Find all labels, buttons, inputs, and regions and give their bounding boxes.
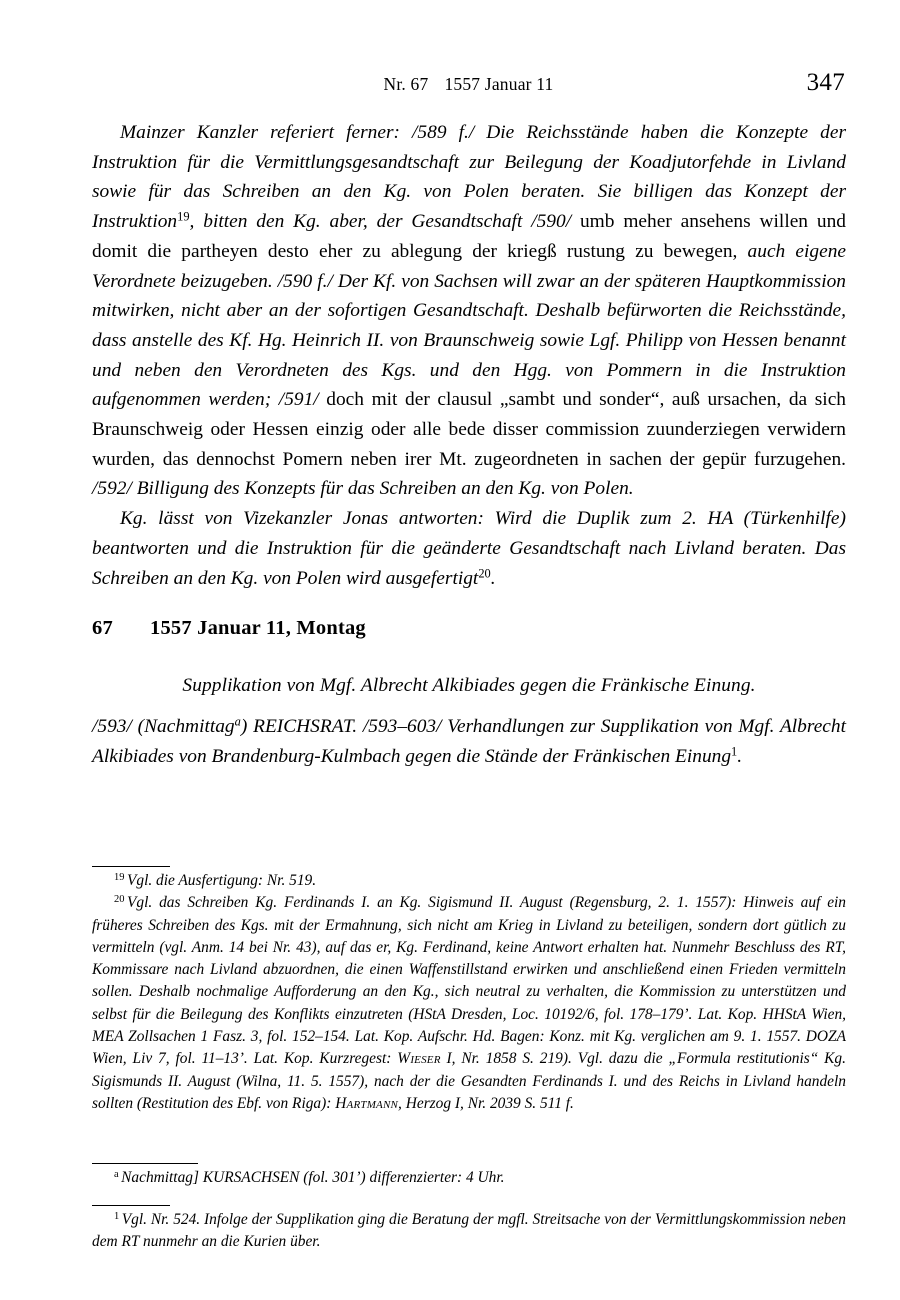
body-text — [92, 118, 846, 593]
para2-segment-italic-2: . — [490, 567, 496, 589]
paragraph-mainzer-kanzler — [92, 118, 846, 504]
para1-segment-italic-4: /592/ Billigung des Konzepts für das Schreiben an den Kg. von Polen. — [92, 478, 634, 500]
para1-segment-roman-2: doch mit der clausul „sambt und sonder“, auß ursachen, da sich Braunschweig oder Hessen einzig oder alle bede disser commission zuunderziegen verwidern wurden, das dennochst Pomern neben irer Mt. zugeordneten in sachen der gepür furzugehen. — [92, 389, 846, 470]
entry-number: 67 — [92, 617, 113, 639]
footnote-20-mark: 20 — [114, 894, 125, 906]
para1-segment-italic-3: auch eigene Verordnete beizugeben. /590 f./ Der Kf. von Sachsen will zwar an der späteren Hauptkommission mitwirken, nicht aber an der sofortigen Gesandtschaft. Deshalb befürworten die Reichsstände, dass anstelle des Kf. Hg. Heinrich II. von Braunschweig sowie Lgf. Philipp von Hessen benannt und neben den Verordneten des Kgs. und den Hgg. von Pommern in die Instruktion aufgenommen werden; /591/ — [92, 240, 846, 411]
running-head-number: Nr. 67 — [383, 74, 429, 94]
footnote-20-text-part-1: Vgl. das Schreiben Kg. Ferdinands I. an Kg. Sigismund II. August (Regensburg, 2. 1. 1557): Hinweis auf ein früheres Schreiben des Kgs. mit der Ermahnung, sich nicht am Krieg in Livland zu beteiligen, sondern dort gütlich zu vermitteln (vgl. Anm. 14 bei Nr. 43), auf das er, Kg. Ferdinand, keine Antwort erhalten hat. Nunmehr Beschluss des RT, Kommissare nach Livland abzuordnen, die einen Waffenstillstand erwirken und anschließend einen Frieden vermitteln sollen. Deshalb nochmalige Aufforderung an den Kg., sich neutral zu verhalten, die Kommission zu unterstützen und selbst für die Beilegung des Konflikts einzutreten (HStA Dresden, Loc. 10192/6, fol. 178–179’. Lat. Kop. HHStA Wien, MEA Zollsachen 1 Fasz. 3, fol. 152–154. Lat. Kop. Aufschr. Hd. Bagen: Konz. mit Kg. verglichen am 9. 1. 1557. DOZA Wien, Liv 7, fol. 11–13’. Lat. Kop. Kurzregest: — [92, 894, 846, 1068]
footnote-apparatus-a-text: Nachmittag] KURSACHSEN (fol. 301’) differenzierter: 4 Uhr. — [121, 1169, 505, 1186]
para1-segment-roman-1: umb meher ansehens willen und domit die partheyen desto eher zu ablegung der kriegß rustung zu bewegen, — [92, 211, 846, 262]
entry-lead-paragraph — [92, 712, 846, 771]
footnote-block-apparatus — [92, 1163, 846, 1189]
footnote-20-smallcaps-hartmann: Hartmann — [335, 1094, 399, 1112]
footnote-19 — [92, 870, 846, 892]
running-head — [92, 69, 845, 102]
running-head-center — [92, 74, 845, 95]
entry-heading — [92, 617, 846, 640]
page-number: 347 — [806, 69, 845, 96]
para1-segment-italic-2: , bitten den Kg. aber, der Gesandtschaft /590/ — [189, 211, 580, 233]
footnote-1 — [92, 1209, 846, 1254]
entry-lead-segment-2: ) REICHSRAT. /593–603/ Verhandlungen zur Supplikation von Mgf. Albrecht Alkibiades von Brandenburg-Kulmbach gegen die Stände der Fränkischen Einung — [92, 716, 846, 767]
footnote-block-entry — [92, 1205, 846, 1254]
footnote-20-text-part-2: I, Nr. 1858 S. 219). Vgl. dazu die „Formula restitutionis“ Kg. Sigismunds II. August (Wilna, 11. 5. 1557), nach der die Gesandten Ferdinands I. und des Reichs in Livland handeln sollten (Restitution des Ebf. von Riga): — [92, 1050, 846, 1112]
apparatus-ref-a[interactable]: a — [234, 714, 241, 729]
footnote-20-smallcaps-wieser: Wieser — [397, 1050, 441, 1068]
running-head-date: 1557 Januar 11 — [444, 74, 554, 94]
para2-segment-italic-1: Kg. lässt von Vizekanzler Jonas antworten: Wird die Duplik zum 2. HA (Türkenhilfe) beantworten und die Instruktion für die geänderte Gesandtschaft nach Livland beraten. Das Schreiben an den Kg. von Polen wird ausgefertigt — [92, 508, 846, 589]
paragraph-koenig-antwort — [92, 504, 846, 593]
footnote-ref-1[interactable]: 1 — [731, 744, 738, 759]
footnote-separator-rule — [92, 866, 170, 867]
entry-heading-title: 1557 Januar 11, Montag — [150, 617, 366, 639]
footnote-apparatus-a — [92, 1167, 846, 1189]
apparatus-separator-rule — [92, 1163, 198, 1164]
footnote-20 — [92, 892, 846, 1115]
entry-subtitle: Supplikation von Mgf. Albrecht Alkibiades gegen die Fränkische Einung. — [182, 675, 756, 696]
para1-segment-italic-1: Mainzer Kanzler referiert ferner: /589 f./ Die Reichsstände haben die Konzepte der Instruktion für die Vermittlungsgesandtschaft zur Beilegung der Koadjutorfehde in Livland sowie für das Schreiben an den Kg. von Polen beraten. Sie billigen das Konzept der Instruktion — [92, 122, 846, 233]
footnote-19-text: Vgl. die Ausfertigung: Nr. 519. — [126, 872, 317, 889]
footnote-20-text-part-3: , Herzog I, Nr. 2039 S. 511 f. — [398, 1094, 574, 1112]
entry-lead-text — [92, 712, 846, 771]
entry-footnote-separator-rule — [92, 1205, 170, 1206]
footnote-ref-20[interactable]: 20 — [478, 566, 491, 581]
footnote-1-text: Vgl. Nr. 524. Infolge der Supplikation ging die Beratung der mgfl. Streitsache von der Vermittlungskommission neben dem RT nunmehr an die Kurien über. — [92, 1211, 846, 1251]
footnote-19-mark: 19 — [114, 871, 125, 883]
entry-lead-segment-3: . — [737, 745, 743, 767]
footnote-1-mark: 1 — [114, 1210, 120, 1222]
footnote-block-main — [92, 866, 846, 1115]
footnote-ref-19[interactable]: 19 — [177, 209, 190, 224]
footnote-apparatus-a-mark: a — [114, 1168, 119, 1180]
entry-lead-segment-1: /593/ (Nachmittag — [92, 716, 235, 737]
